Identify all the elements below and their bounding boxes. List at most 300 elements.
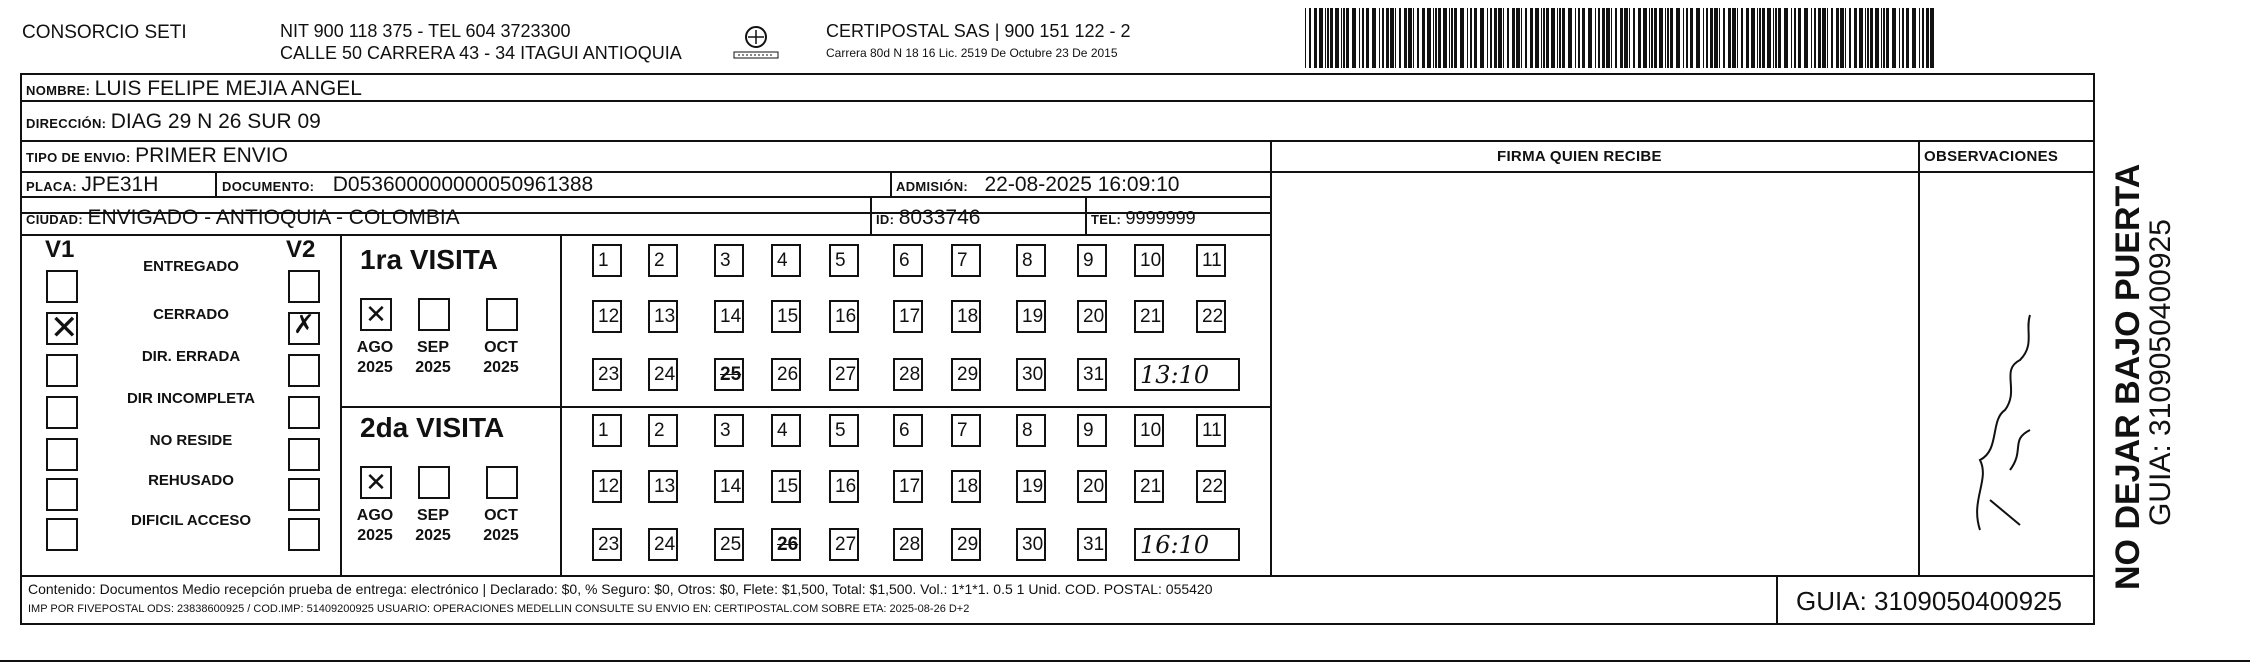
day-box[interactable]: 5 (829, 414, 859, 447)
barcode-bar (1382, 8, 1384, 68)
admision-label: ADMISIÓN: (896, 179, 969, 194)
day-box[interactable]: 22 (1196, 300, 1226, 333)
day-box[interactable]: 6 (893, 244, 923, 277)
barcode-bar (1372, 8, 1376, 68)
barcode-bar (1926, 8, 1929, 68)
barcode-bar (1883, 8, 1885, 68)
direccion-value: DIAG 29 N 26 SUR 09 (110, 110, 321, 133)
barcode-bar (1525, 8, 1527, 68)
direccion-label: DIRECCIÓN: (26, 116, 107, 131)
v2-checkbox[interactable] (288, 438, 320, 471)
footer-contenido: Contenido: Documentos Medio recepción prueba de entrega: electrónico | Declarado: $0, % Seguro: $0, Otros: $0, Flete: $1,500, Total: $1,500. Vol.: 1*1*1. 0.5 1 Unid. COD. POSTAL: 055420 (28, 581, 1213, 597)
barcode-bar (1615, 8, 1617, 68)
barcode-bar (1794, 8, 1796, 68)
barcode-bar (1503, 8, 1504, 68)
barcode-bar (1379, 8, 1380, 68)
documento-value: D053600000000050961388 (332, 173, 594, 196)
barcode-bar (1757, 8, 1758, 68)
certipostal-info (826, 20, 1131, 64)
barcode-bar (1595, 8, 1596, 68)
barcode-bar (1341, 8, 1342, 68)
barcode-bar (1732, 8, 1736, 68)
barcode-bar (1676, 8, 1680, 68)
barcode-bar (1575, 8, 1576, 68)
barcode-bar (1818, 8, 1821, 68)
barcode-bar (1665, 8, 1666, 68)
day-box[interactable]: 31 (1077, 358, 1107, 391)
barcode-bar (1784, 8, 1788, 68)
month-year: 2025 (415, 527, 451, 544)
day-box[interactable]: 24 (648, 528, 678, 561)
v2-checkbox[interactable] (288, 354, 320, 387)
barcode-bar (1362, 8, 1364, 68)
company-contact (280, 20, 682, 64)
address-line: CALLE 50 CARRERA 43 - 34 ITAGUI ANTIOQUIA (280, 43, 682, 63)
barcode-bar (1460, 8, 1464, 68)
footer-guia: GUIA: 3109050400925 (1796, 586, 2062, 616)
day-box[interactable]: 8 (1016, 244, 1046, 277)
ciudad-field (26, 206, 460, 230)
barcode-bar (1386, 8, 1389, 68)
barcode-bar (1875, 8, 1879, 68)
tipo-envio-label: TIPO DE ENVIO: (26, 150, 131, 165)
month-year: 2025 (357, 359, 393, 376)
barcode-bar (1395, 8, 1396, 68)
placa-field (26, 173, 158, 197)
month-label (350, 338, 400, 378)
day-box[interactable]: 25 (714, 358, 744, 391)
day-box[interactable]: 3 (714, 414, 744, 447)
company-name: CONSORCIO SETI (22, 22, 187, 43)
barcode-icon (1305, 8, 1938, 68)
day-box[interactable]: 11 (1196, 414, 1226, 447)
barcode-bar (1427, 8, 1431, 68)
barcode-bar (1352, 8, 1356, 68)
nombre-value: LUIS FELIPE MEJIA ANGEL (94, 77, 362, 100)
barcode-bar (1902, 8, 1904, 68)
barcode-bar (1516, 8, 1520, 68)
barcode-bar (1319, 8, 1323, 68)
barcode-bar (1840, 8, 1844, 68)
v1-checkbox[interactable] (46, 354, 78, 387)
time-box[interactable]: 16:10 (1134, 528, 1240, 561)
day-box[interactable]: 21 (1134, 470, 1164, 503)
status-option-label: DIR INCOMPLETA (126, 390, 256, 407)
barcode-bar (1470, 8, 1472, 68)
barcode-bar (1343, 8, 1345, 68)
v2-checkbox[interactable] (288, 312, 320, 345)
day-box[interactable]: 23 (592, 358, 622, 391)
v1-checkbox[interactable] (46, 518, 78, 551)
barcode-bar (1775, 8, 1777, 68)
footer-imp: IMP POR FIVEPOSTAL ODS: 23838600925 / COD.IMP: 51409200925 USUARIO: OPERACIONES MEDELLIN CONSULTE SU ENVIO EN: CERTIPOSTAL.COM SOBRE ETA: 2025-08-26 D+2 (28, 603, 970, 615)
barcode-bar (1638, 8, 1641, 68)
barcode-bar (1611, 8, 1612, 68)
placa-label: PLACA: (26, 179, 77, 194)
barcode-bar (1859, 8, 1863, 68)
month-name: OCT (484, 339, 518, 356)
barcode-bar (1454, 8, 1457, 68)
day-box[interactable]: 29 (951, 358, 981, 391)
barcode-bar (1703, 8, 1704, 68)
month-checkbox[interactable]: ✕ (360, 298, 392, 331)
barcode-bar (1667, 8, 1669, 68)
tipo-envio-value: PRIMER ENVIO (135, 144, 288, 167)
v1-check-mark: ✕ (50, 308, 79, 348)
month-checkbox[interactable] (418, 466, 450, 499)
day-box[interactable]: 28 (893, 358, 923, 391)
barcode-bar (1624, 8, 1628, 68)
month-year: 2025 (483, 527, 519, 544)
id-label: ID: (876, 212, 895, 227)
barcode-bar (1683, 8, 1684, 68)
barcode-bar (1606, 8, 1610, 68)
day-box[interactable]: 27 (829, 358, 859, 391)
barcode-bar (1836, 8, 1839, 68)
barcode-bar (1886, 8, 1889, 68)
barcode-bar (1305, 8, 1306, 68)
barcode-bar (1413, 8, 1414, 68)
barcode-bar (1487, 8, 1488, 68)
barcode-bar (1811, 8, 1812, 68)
barcode-bar (1778, 8, 1781, 68)
day-box[interactable]: 31 (1077, 528, 1107, 561)
tel-value: 9999999 (1125, 208, 1196, 228)
day-box[interactable]: 2 (648, 414, 678, 447)
barcode-bar (1330, 8, 1333, 68)
id-field (876, 206, 980, 230)
day-box[interactable]: 20 (1077, 300, 1107, 333)
barcode-bar (1390, 8, 1394, 68)
barcode-bar (1490, 8, 1492, 68)
first-visit-title: 1ra VISITA (360, 244, 498, 275)
day-box[interactable]: 2 (648, 244, 678, 277)
v2-checkbox[interactable] (288, 270, 320, 303)
v2-label: V2 (286, 236, 316, 263)
barcode-bar (1366, 8, 1369, 68)
month-checkbox[interactable] (486, 298, 518, 331)
documento-label: DOCUMENTO: (222, 179, 315, 194)
tipo-envio-field (26, 144, 288, 168)
barcode-bar (1798, 8, 1801, 68)
barcode-bar (1598, 8, 1600, 68)
day-box[interactable]: 5 (829, 244, 859, 277)
day-box[interactable]: 21 (1134, 300, 1164, 333)
day-box[interactable]: 4 (771, 244, 801, 277)
barcode-bar (1325, 8, 1326, 68)
v1-checkbox[interactable] (46, 312, 78, 345)
day-box[interactable]: 16 (829, 300, 859, 333)
day-box[interactable]: 10 (1134, 244, 1164, 277)
ciudad-value: ENVIGADO - ANTIOQUIA - COLOMBIA (87, 206, 460, 229)
side-warning (2110, 164, 2176, 590)
barcode-bar (1404, 8, 1407, 68)
day-box[interactable]: 12 (592, 470, 622, 503)
day-box[interactable]: 15 (771, 300, 801, 333)
barcode-bar (1559, 8, 1561, 68)
barcode-bar (1912, 8, 1916, 68)
barcode-bar (1723, 8, 1725, 68)
ciudad-label: CIUDAD: (26, 212, 83, 227)
month-name: OCT (484, 507, 518, 524)
barcode-bar (1557, 8, 1558, 68)
day-box[interactable]: 29 (951, 528, 981, 561)
tel-label: TEL: (1091, 212, 1122, 227)
second-visit-title: 2da VISITA (360, 412, 505, 443)
nit-line: NIT 900 118 375 - TEL 604 3723300 (280, 21, 571, 41)
barcode-bar (1654, 8, 1657, 68)
barcode-bar (1335, 8, 1339, 68)
certipostal-line: CERTIPOSTAL SAS | 900 151 122 - 2 (826, 21, 1131, 41)
barcode-bar (1422, 8, 1425, 68)
day-box[interactable]: 28 (893, 528, 923, 561)
barcode-bar (1773, 8, 1774, 68)
certipostal-logo-icon (728, 24, 784, 64)
barcode-bar (1892, 8, 1896, 68)
barcode-bar (1588, 8, 1592, 68)
barcode-bar (1359, 8, 1360, 68)
barcode-bar (1827, 8, 1828, 68)
barcode-bar (1690, 8, 1693, 68)
day-box[interactable]: 3 (714, 244, 744, 277)
status-option-label: ENTREGADO (143, 258, 239, 275)
month-label (476, 338, 526, 378)
signature-scribble (1950, 300, 2060, 540)
barcode-bar (1746, 8, 1749, 68)
day-box[interactable]: 13 (648, 470, 678, 503)
barcode-bar (1867, 8, 1869, 68)
status-option-label: REHUSADO (148, 472, 234, 489)
barcode-bar (1845, 8, 1846, 68)
barcode-bar (1849, 8, 1851, 68)
day-box[interactable]: 12 (592, 300, 622, 333)
barcode-bar (1346, 8, 1349, 68)
barcode-bar (1451, 8, 1453, 68)
day-box[interactable]: 13 (648, 300, 678, 333)
barcode-bar (1314, 8, 1317, 68)
day-box[interactable]: 8 (1016, 414, 1046, 447)
barcode-bar (1551, 8, 1555, 68)
day-box[interactable]: 11 (1196, 244, 1226, 277)
day-box[interactable]: 7 (951, 414, 981, 447)
month-name: AGO (356, 339, 394, 356)
barcode-bar (1327, 8, 1329, 68)
barcode-bar (1728, 8, 1731, 68)
observaciones-label: OBSERVACIONES (1924, 148, 2059, 165)
barcode-bar (1541, 8, 1542, 68)
barcode-bar (1651, 8, 1653, 68)
nombre-field (26, 77, 362, 101)
barcode-bar (1696, 8, 1700, 68)
barcode-bar (1438, 8, 1441, 68)
barcode-bar (1706, 8, 1708, 68)
license-line: Carrera 80d N 18 16 Lic. 2519 De Octubre 23 De 2015 (826, 46, 1118, 60)
barcode-bar (1659, 8, 1663, 68)
barcode-bar (1535, 8, 1539, 68)
barcode-bar (1602, 8, 1605, 68)
day-box[interactable]: 14 (714, 470, 744, 503)
month-label (408, 506, 458, 546)
barcode-bar (1474, 8, 1477, 68)
barcode-bar (1881, 8, 1882, 68)
barcode-bar (1643, 8, 1647, 68)
barcode-bar (1649, 8, 1650, 68)
v1-label: V1 (45, 236, 75, 263)
month-checkbox[interactable] (486, 466, 518, 499)
barcode-bar (1498, 8, 1502, 68)
id-value: 8033746 (898, 206, 981, 229)
day-box[interactable]: 19 (1016, 470, 1046, 503)
barcode-bar (1620, 8, 1623, 68)
day-box[interactable]: 10 (1134, 414, 1164, 447)
month-label (408, 338, 458, 378)
month-year: 2025 (483, 359, 519, 376)
shipping-guide-frame (20, 73, 2095, 625)
barcode-bar (1670, 8, 1673, 68)
barcode-bar (1922, 8, 1924, 68)
barcode-bar (1767, 8, 1771, 68)
side-guia: GUIA: 3109050400925 (2144, 219, 2177, 526)
barcode-bar (1759, 8, 1761, 68)
day-box[interactable]: 9 (1077, 414, 1107, 447)
day-box[interactable]: 7 (951, 244, 981, 277)
tel-field (1091, 208, 1196, 229)
day-box[interactable]: 1 (592, 414, 622, 447)
barcode-bar (1686, 8, 1688, 68)
day-box[interactable]: 25 (714, 528, 744, 561)
day-box[interactable]: 1 (592, 244, 622, 277)
barcode-bar (1449, 8, 1450, 68)
barcode-bar (1899, 8, 1900, 68)
status-option-label: DIR. ERRADA (141, 348, 241, 365)
day-box[interactable]: 23 (592, 528, 622, 561)
barcode-bar (1906, 8, 1909, 68)
day-box[interactable]: 19 (1016, 300, 1046, 333)
barcode-bar (1854, 8, 1857, 68)
barcode-bar (1512, 8, 1515, 68)
month-year: 2025 (357, 527, 393, 544)
day-box[interactable]: 22 (1196, 470, 1226, 503)
barcode-bar (1814, 8, 1816, 68)
barcode-bar (1870, 8, 1873, 68)
barcode-bar (1714, 8, 1718, 68)
placa-value: JPE31H (81, 173, 159, 196)
status-option-label: NO RESIDE (149, 432, 233, 449)
barcode-bar (1494, 8, 1497, 68)
barcode-bar (1865, 8, 1866, 68)
barcode-bar (1831, 8, 1833, 68)
v2-checkbox[interactable] (288, 396, 320, 429)
barcode-bar (1737, 8, 1738, 68)
month-checkbox[interactable] (418, 298, 450, 331)
direccion-field (26, 110, 321, 134)
month-year: 2025 (415, 359, 451, 376)
v1-checkbox[interactable] (46, 396, 78, 429)
admision-field (896, 173, 1179, 197)
barcode-bar (1930, 8, 1934, 68)
day-box[interactable]: 16 (829, 470, 859, 503)
barcode-bar (1633, 8, 1635, 68)
day-box[interactable]: 30 (1016, 528, 1046, 561)
v1-checkbox[interactable] (46, 478, 78, 511)
barcode-bar (1919, 8, 1920, 68)
v2-check-mark: ✗ (293, 310, 315, 340)
barcode-bar (1433, 8, 1434, 68)
month-name: SEP (416, 507, 449, 524)
day-box[interactable]: 18 (951, 470, 981, 503)
barcode-bar (1417, 8, 1419, 68)
status-option-label: CERRADO (153, 306, 229, 323)
barcode-bar (1804, 8, 1808, 68)
barcode-bar (1435, 8, 1437, 68)
admision-value: 22-08-2025 16:09:10 (984, 173, 1180, 196)
barcode-bar (1762, 8, 1765, 68)
barcode-bar (1751, 8, 1755, 68)
month-name: AGO (356, 507, 394, 524)
nombre-label: NOMBRE: (26, 83, 91, 98)
day-box[interactable]: 9 (1077, 244, 1107, 277)
day-box[interactable]: 17 (893, 300, 923, 333)
barcode-bar (1546, 8, 1549, 68)
barcode-bar (1710, 8, 1713, 68)
firma-label: FIRMA QUIEN RECIBE (1497, 148, 1662, 165)
day-box[interactable]: 26 (771, 528, 801, 561)
barcode-bar (1741, 8, 1743, 68)
month-label (476, 506, 526, 546)
barcode-bar (1578, 8, 1580, 68)
barcode-bar (1582, 8, 1585, 68)
day-box[interactable]: 26 (771, 358, 801, 391)
v1-checkbox[interactable] (46, 438, 78, 471)
barcode-bar (1408, 8, 1412, 68)
v2-checkbox[interactable] (288, 518, 320, 551)
no-dejar-bajo-puerta: NO DEJAR BAJO PUERTA (2109, 163, 2147, 590)
time-box[interactable]: 13:10 (1134, 358, 1240, 391)
barcode-bar (1309, 8, 1311, 68)
barcode-bar (1791, 8, 1792, 68)
barcode-bar (1443, 8, 1447, 68)
barcode-bar (1822, 8, 1826, 68)
barcode-bar (1480, 8, 1484, 68)
day-box[interactable]: 15 (771, 470, 801, 503)
barcode-bar (1568, 8, 1572, 68)
barcode-bar (1719, 8, 1720, 68)
day-box[interactable]: 14 (714, 300, 744, 333)
status-option-label: DIFICIL ACCESO (130, 512, 251, 529)
day-box[interactable]: 17 (893, 470, 923, 503)
day-box[interactable]: 4 (771, 414, 801, 447)
month-label (350, 506, 400, 546)
barcode-bar (1543, 8, 1545, 68)
documento-field (222, 173, 593, 197)
barcode-bar (1521, 8, 1522, 68)
barcode-bar (1629, 8, 1630, 68)
v1-checkbox[interactable] (46, 270, 78, 303)
day-box[interactable]: 27 (829, 528, 859, 561)
barcode-bar (1399, 8, 1401, 68)
day-box[interactable]: 18 (951, 300, 981, 333)
day-box[interactable]: 24 (648, 358, 678, 391)
day-box[interactable]: 6 (893, 414, 923, 447)
barcode-bar (1507, 8, 1509, 68)
month-checkbox[interactable]: ✕ (360, 466, 392, 499)
month-name: SEP (416, 339, 449, 356)
day-box[interactable]: 30 (1016, 358, 1046, 391)
barcode-bar (1530, 8, 1533, 68)
barcode-bar (1562, 8, 1565, 68)
v2-checkbox[interactable] (288, 478, 320, 511)
day-box[interactable]: 20 (1077, 470, 1107, 503)
